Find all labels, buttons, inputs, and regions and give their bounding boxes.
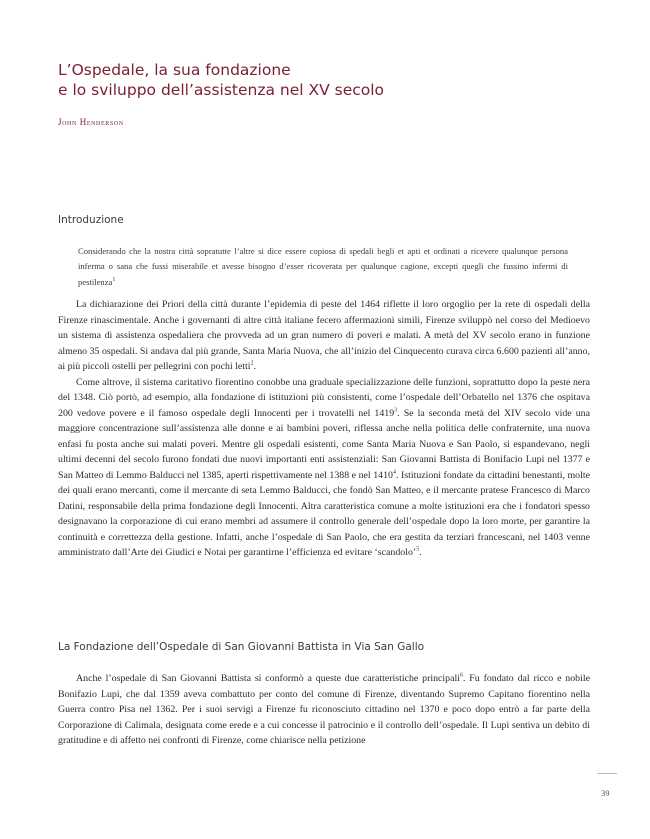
footnote-ref: 5 [416, 546, 420, 553]
section-heading-introduction: Introduzione [58, 214, 124, 226]
paragraph-text: La dichiarazione dei Priori della città durante l’epidemia di peste del 1464 riflette il loro orgoglio per la rete di ospedali della Firenze rinascimentale. Anche i governanti di altre città italiane fecero affermazioni simili, Firenze sviluppò nel corso del Medioevo un sistema di assistenza ospedaliera che provveda ad un gran numero di poveri e malati. A metà del XV secolo erano in funzione almeno 35 ospedali. Si andava dal più grande, Santa Maria Nuova, che all’inizio del Cinquecento curava circa 6.600 pazienti all’anno, ai più piccoli ostelli per pellegrini con pochi letti [58, 299, 590, 372]
paragraph-text: . Se la seconda metà del XIV secolo vide una maggiore concentrazione sull’assistenza alle donne e ai bambini poveri, riflessa anche nella politica delle confraternite, una nuova enfasi fu posta anche sui malati poveri. Mentre gli ospedali esistenti, come Santa Maria Nuova e San Paolo, si espandevano, negli ultimi decenni del secolo furono fondati due nuovi importanti enti assistenziali: San Giovanni Battista di Bonifacio Lupi nel 1377 e San Matteo di Lemmo Balducci nel 1385, aperti rispettivamente nel 1388 e nel 1410 [58, 407, 590, 481]
paragraph-text: Anche l’ospedale di San Giovanni Battista si conformò a queste due caratteristiche principali [76, 673, 460, 684]
article-title [58, 60, 578, 100]
epigraph-text: Considerando che la nostra città sopratutte l’altre si dice essere copiosa di spedali begli et apti et ordinati a ricevere qualunque persona inferma o sana che fussi miserabile et avesse bisogno d’esser ricoverata per qualunque cagione, excepti quegli che fussino infermi di pestilenza [78, 246, 568, 287]
section-heading-fondazione: La Fondazione dell’Ospedale di San Giovanni Battista in Via San Gallo [58, 641, 425, 653]
footnote-ref: 2 [250, 360, 254, 367]
intro-paragraph-1: La dichiarazione dei Priori della città durante l’epidemia di peste del 1464 riflette il loro orgoglio per la rete di ospedali della Firenze rinascimentale. Anche i governanti di altre città italiane fecero affermazioni simili, Firenze sviluppò nel corso del Medioevo un sistema di assistenza ospedaliera che provveda ad un gran numero di poveri e malati. A metà del XV secolo erano in funzione almeno 35 ospedali. Si andava dal più grande, Santa Maria Nuova, che all’inizio del Cinquecento curava circa 6.600 pazienti all’anno, ai più piccoli ostelli per pellegrini con pochi letti$^2$. [58, 299, 590, 372]
article-title-line-1: L’Ospedale, la sua fondazione [58, 61, 291, 79]
paragraph-text: . Istituzioni fondate da cittadini benestanti, molte dei quali erano mercanti, come il mercante di seta Lemmo Balducci, che fondò San Matteo, e il mercante pratese Francesco di Marco Datini, responsabile della prima fondazione degli Innocenti. Altra caratteristica comune a molte istituzioni era che i fondatori spesso designavano la corporazione di cui erano membri ad assumere il controllo generale dell’ospedale dopo la loro morte, per garantire la continuità e correttezza della gestione. Infatti, anche l’ospedale di San Paolo, che era gestita da terziari francescani, nel 1403 venne amministrato dall’Arte dei Giudici e Notai per garantirne l’efficienza ed evitare ‘scandolo’ [58, 469, 590, 558]
article-author: John Henderson [58, 117, 124, 127]
footer-rule [597, 773, 617, 774]
section2-paragraph-1 [58, 671, 590, 749]
epigraph-quote [78, 244, 568, 290]
footnote-ref: 1 [112, 276, 116, 283]
footnote-ref: 6 [459, 672, 463, 679]
paragraph-text: . Fu fondato dal ricco e nobile Bonifazio Lupi, che dal 1359 aveva combattuto per conto del comune di Firenze, diventando Supremo Capitano fiorentino nella Guerra contro Pisa nel 1362. Per i suoi servigi a Firenze fu riconosciuto cittadino nel 1370 e poco dopo entrò a far parte della Corporazione di Calimala, designata come erede e a cui concesse il patrocinio e il controllo dell’ospedale. Il Lupi sentiva un debito di gratitudine e di affetto nei confronti di Firenze, come chiarisce nella petizione [58, 673, 590, 746]
paragraph-text: Come altrove, il sistema caritativo fiorentino conobbe una graduale specializzazione delle funzioni, soprattutto dopo la peste nera del 1348. Ciò portò, ad esempio, alla fondazione di istituzioni più consistenti, come l’ospedale dell’Orbatello nel 1376 che ospitava 200 vedove povere e il famoso ospedale degli Innocenti per i trovatelli nel 1419 [58, 376, 590, 419]
page-number: 39 [601, 788, 610, 798]
article-title-line-2: e lo sviluppo dell’assistenza nel XV secolo [58, 81, 385, 99]
footnote-ref: 4 [392, 469, 396, 476]
footnote-ref: 3 [394, 407, 398, 414]
section2-body [58, 671, 590, 749]
intro-body [58, 297, 590, 561]
intro-paragraph-2: Come altrove, il sistema caritativo fiorentino conobbe una graduale specializzazione delle funzioni, soprattutto dopo la peste nera del 1348. Ciò portò, ad esempio, alla fondazione di istituzioni più consistenti, come l’ospedale dell’Orbatello nel 1376 che ospitava 200 vedove povere e il famoso ospedale degli Innocenti per i trovatelli nel 1419$^3$. Se la seconda metà del XIV secolo vide una maggiore concentrazione sull’assistenza alle donne e ai bambini poveri, riflessa anche nella politica delle confraternite, una nuova enfasi fu posta anche sui malati poveri. Mentre gli ospedali esistenti, come Santa Maria Nuova e San Paolo, si espandevano, negli ultimi decenni del secolo furono fondati due nuovi importanti enti assistenziali: San Giovanni Battista di Bonifacio Lupi nel 1377 e San Matteo di Lemmo Balducci nel 1385, aperti rispettivamente nel 1388 e nel 1410$^4$. Istituzioni fondate da cittadini benestanti, molte dei quali erano mercanti, come il mercante di seta Lemmo Balducci, che fondò San Matteo, e il mercante pratese Francesco di Marco Datini, responsabile della prima fondazione degli Innocenti. Altra caratteristica comune a molte istituzioni era che i fondatori spesso designavano la corporazione di cui erano membri ad assumere il controllo generale dell’ospedale dopo la loro morte, per garantire la continuità e correttezza della gestione. Infatti, anche l’ospedale di San Paolo, che era gestita da terziari francescani, nel 1403 venne amministrato dall’Arte dei Giudici e Notai per garantirne l’efficienza ed evitare ‘scandolo’$^5$. [58, 376, 590, 558]
